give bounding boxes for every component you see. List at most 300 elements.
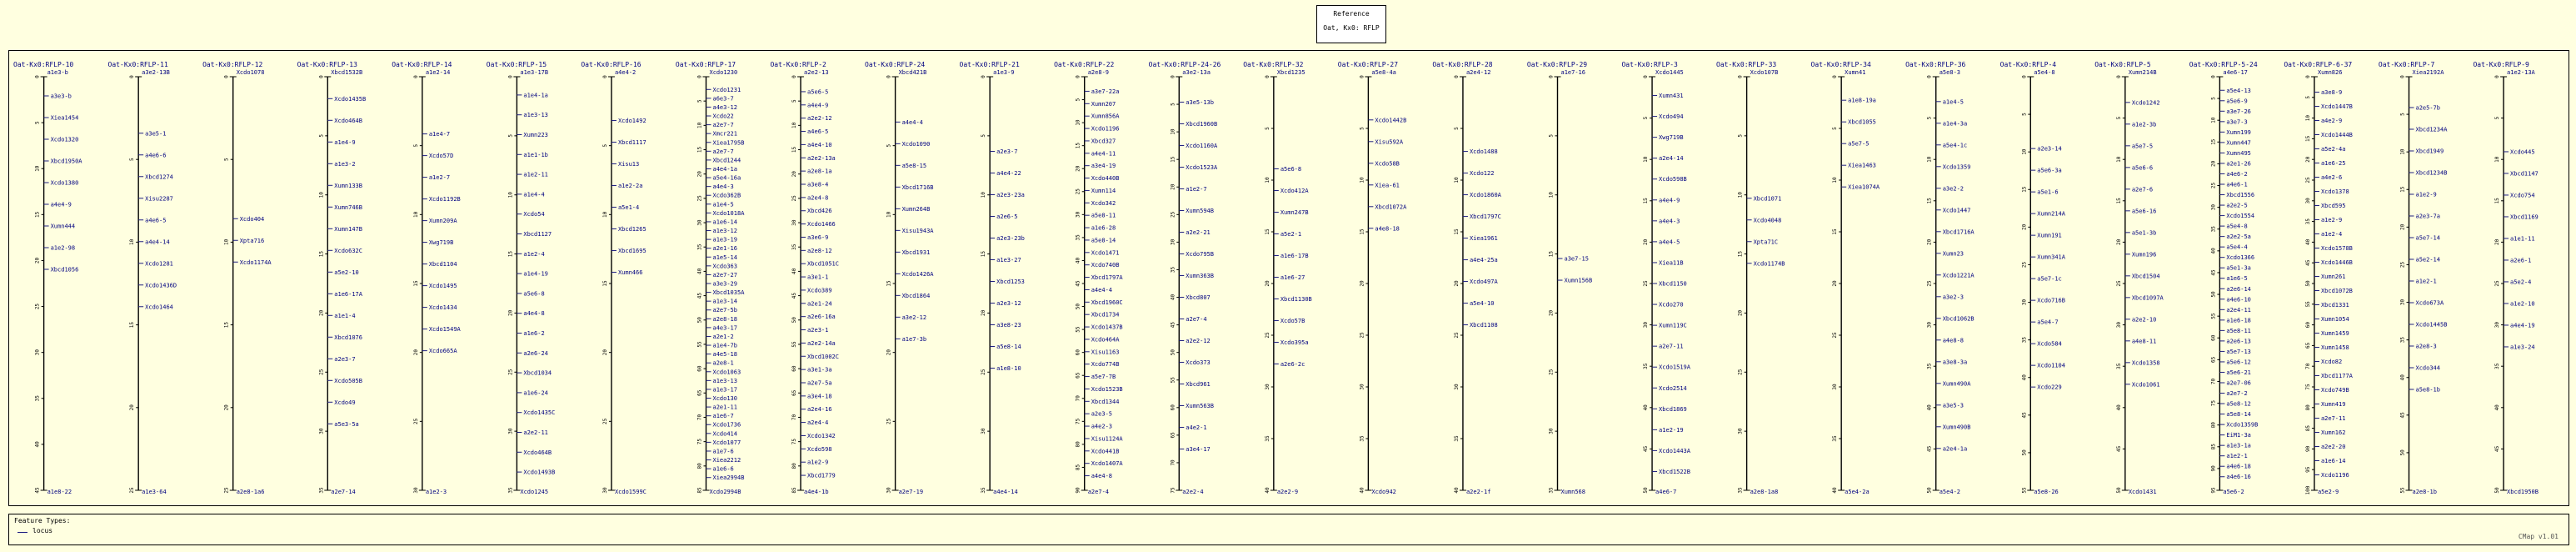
feature-label[interactable]: a1e3-24 [2510,344,2535,351]
feature-label[interactable]: a3e4-17 [1186,445,1211,453]
feature-label[interactable]: a1e6-28 [1091,224,1116,232]
feature-label[interactable]: a1e2-9 [807,459,829,466]
feature-label[interactable]: a5e6-9 [2226,98,2248,105]
feature-label[interactable]: Xbcd1253 [996,279,1025,285]
feature-label[interactable]: a2e4-1a [1942,445,1968,453]
feature-label[interactable]: Xcdo1104 [2037,362,2065,369]
feature-label[interactable]: a5e8-1b [2415,386,2441,394]
feature-label[interactable]: a5e2-1 [1280,230,1302,238]
feature-label[interactable]: a2e4-4 [807,419,829,427]
map-end-marker[interactable]: a1e8-22 [47,489,72,495]
feature-label[interactable]: a5e4-13 [2226,87,2251,94]
feature-label[interactable]: Xcdo1447 [1942,207,1971,214]
map-end-marker[interactable]: a2e8-1a6 [236,489,265,495]
feature-label[interactable]: a3e8-3a [1942,359,1968,366]
feature-label[interactable]: a4e5-18 [712,351,738,359]
feature-label[interactable]: a3e7-15 [1564,255,1590,263]
feature-label[interactable]: a2e4-16 [807,406,832,414]
feature-label[interactable]: Xbcd1130B [1280,295,1312,303]
feature-label[interactable]: a1e6-6 [712,465,734,473]
feature-label[interactable]: a2e2-12 [807,115,832,123]
feature-label[interactable]: Xcdo1342 [807,432,836,439]
feature-label[interactable]: a5e7-5 [2131,143,2154,150]
feature-label[interactable]: Xumn490A [1942,380,1971,388]
feature-label[interactable]: a1e3-17 [712,386,738,394]
map-end-marker[interactable]: Xcdo1245 [520,489,549,495]
feature-label[interactable]: Xumn856A [1091,113,1120,120]
feature-label[interactable]: a2e7-5a [807,379,832,387]
feature-label[interactable]: Xumn114 [1091,187,1116,194]
map-start-marker[interactable]: a4e6-17 [2223,69,2248,76]
feature-label[interactable]: Xcdo389 [807,287,832,294]
feature-label[interactable]: a4e2-6 [2320,174,2343,181]
feature-label[interactable]: a1e1-1b [523,151,548,158]
map-start-marker[interactable]: Xumn41 [1845,69,1866,76]
feature-label[interactable]: Xiea2212 [712,457,741,464]
feature-label[interactable]: Xumn214A [2037,210,2065,218]
feature-label[interactable]: Xbcd1869 [1659,405,1687,413]
feature-label[interactable]: Xbcd1931 [901,248,931,256]
feature-label[interactable]: Xumn156B [1564,277,1593,284]
feature-label[interactable]: Xumn133B [334,182,362,189]
feature-label[interactable]: Xiea1463 [1848,162,1876,169]
map-end-marker[interactable]: a4e4-1b [804,489,829,495]
feature-label[interactable]: a1e3-13 [523,112,548,119]
feature-label[interactable]: a2e6-16a [807,314,836,321]
feature-label[interactable]: a2e3-23b [996,235,1025,242]
feature-label[interactable]: Xcdo1860A [1469,192,1501,199]
feature-label[interactable]: Xbcd1734 [1091,311,1120,319]
feature-label[interactable]: Xbcd1104 [428,261,457,268]
feature-label[interactable]: Xbcd1035A [712,289,745,297]
map-title[interactable]: Oat-Kx0:RFLP-10 [13,61,74,68]
feature-label[interactable]: a5e6-8 [523,290,545,298]
feature-label[interactable]: Xcdo464B [523,449,552,456]
feature-label[interactable]: a1e2-9 [2415,191,2437,198]
feature-label[interactable]: Xbcd1097A [2131,294,2164,302]
map-end-marker[interactable]: a2e8-1a8 [1750,489,1779,495]
map-end-marker[interactable]: Xbcd1950B [2507,489,2539,495]
feature-label[interactable]: a4e4-14 [145,238,170,246]
map-title[interactable]: Oat-Kx0:RFLP-9 [2473,61,2529,68]
feature-label[interactable]: a1e2-4 [2320,231,2343,238]
feature-label[interactable]: a2e4-11 [2226,306,2251,314]
feature-label[interactable]: Xcdo464A [1091,336,1120,344]
feature-label[interactable]: a5e3-5a [334,420,359,428]
map-start-marker[interactable]: a5e8-3 [1939,69,1961,76]
feature-label[interactable]: Xcdo1221A [1942,272,1974,279]
feature-label[interactable]: Xcdo362B [712,192,741,199]
feature-label[interactable]: Xbcd426 [807,208,832,215]
feature-label[interactable]: Xpta716 [239,237,265,244]
feature-label[interactable]: Xcdo57B [1280,317,1305,324]
feature-label[interactable]: a1e4-9 [334,138,356,146]
feature-label[interactable]: Xbcd1716A [1942,228,1974,236]
feature-label[interactable]: Xcdo632C [334,247,362,254]
feature-label[interactable]: a2e5-7b [2415,104,2441,112]
feature-label[interactable]: a2e3-7 [334,355,356,363]
feature-label[interactable]: a2e4-8 [807,194,829,202]
feature-label[interactable]: a2e2-21 [1186,228,1211,236]
map-start-marker[interactable]: Xumn826 [2317,69,2343,76]
feature-label[interactable]: a1e6-7 [712,413,734,420]
feature-label[interactable]: a2e2-13a [807,154,836,162]
feature-label[interactable]: Xcdo1426A [901,270,934,278]
feature-label[interactable]: a4e6-18 [2226,463,2251,470]
feature-label[interactable]: a2e3-7 [996,148,1018,155]
feature-label[interactable]: a2e8-3 [2415,343,2437,350]
feature-label[interactable]: a5e4-7 [2037,319,2059,326]
feature-label[interactable]: Xcdo1320 [50,136,79,143]
map-title[interactable]: Oat-Kx0:RFLP-24 [865,61,926,68]
feature-label[interactable]: Xcdo1447B [2320,103,2353,110]
feature-label[interactable]: a4e2-9 [2320,118,2343,124]
feature-label[interactable]: a5e8-14 [2226,411,2251,419]
feature-label[interactable]: Xcdo774B [1091,361,1120,369]
feature-label[interactable]: a2e7-7 [712,122,734,129]
feature-label[interactable]: a5e8-11 [1091,212,1116,219]
feature-label[interactable]: a1e3-14 [712,298,738,305]
feature-label[interactable]: a2e6-2c [1280,360,1305,368]
map-end-marker[interactable]: a1e3-64 [142,489,167,495]
feature-label[interactable]: Xcdo1380 [50,179,79,187]
feature-label[interactable]: Xbcd1055 [1848,118,1876,126]
feature-label[interactable]: a2e3-23a [996,192,1025,198]
feature-label[interactable]: Xbcd1949 [2415,148,2444,155]
feature-label[interactable]: a5e2-10 [334,268,359,276]
feature-label[interactable]: Xbcd1072B [2320,288,2353,294]
feature-label[interactable]: Xcdo229 [2037,384,2062,391]
map-end-marker[interactable]: a2e8-1b [2412,489,2438,495]
feature-label[interactable]: Xbcd1072A [1375,203,1407,211]
feature-label[interactable]: a5e6-3a [2037,167,2062,174]
feature-label[interactable]: a4e2-1 [1186,424,1207,431]
map-title[interactable]: Oat-Kx0:RFLP-6-37 [2284,61,2353,68]
feature-label[interactable]: Xcdo57D [428,153,454,160]
feature-label[interactable]: Xumn495 [2226,149,2251,157]
map-end-marker[interactable]: a2e7-19 [898,489,924,495]
feature-label[interactable]: Xumn191 [2037,232,2062,239]
feature-label[interactable]: a1e6-17B [1280,252,1309,259]
feature-label[interactable]: a2e4-14 [1659,155,1684,163]
feature-label[interactable]: a4e6-2 [2226,170,2248,178]
feature-label[interactable]: a4e4-3 [712,183,734,191]
feature-label[interactable]: Xbcd1864 [901,292,931,299]
feature-label[interactable]: a4e4-25a [1469,257,1498,264]
feature-label[interactable]: a3e2-12 [901,314,927,321]
feature-label[interactable]: Xbcd1716B [901,183,934,191]
feature-label[interactable]: a2e3-1 [807,327,829,334]
map-start-marker[interactable]: Xumn214B [2128,69,2157,76]
feature-label[interactable]: a4e4-9 [1659,197,1680,204]
feature-label[interactable]: Xbcd1076 [334,334,362,341]
feature-label[interactable]: a1e6-17A [334,290,362,298]
feature-label[interactable]: Xbcd1234B [2415,169,2448,177]
feature-label[interactable]: Xbcd1002C [807,353,839,360]
feature-label[interactable]: a6e3-7 [712,95,734,103]
feature-label[interactable]: a4e4-3 [1659,218,1680,225]
feature-label[interactable]: a1e6-25 [2320,160,2346,167]
feature-label[interactable]: a2e7-11 [2320,415,2346,422]
feature-label[interactable]: Xcdo1174A [239,258,272,266]
feature-label[interactable]: Xcdo363 [712,263,738,270]
feature-label[interactable]: a3e3-29 [712,280,738,288]
feature-label[interactable]: a3e3-b [50,93,72,100]
feature-label[interactable]: Xwg719B [1659,134,1684,142]
feature-label[interactable]: Xcdo749B [2320,387,2349,394]
feature-label[interactable]: a4e2-3 [1091,423,1113,430]
feature-label[interactable]: a2e7-5b [712,307,738,314]
feature-label[interactable]: a2e6-14 [2226,285,2251,293]
feature-label[interactable]: a5e7-1c [2037,275,2062,283]
feature-label[interactable]: a4e4-4 [901,118,923,126]
feature-label[interactable]: Xcdo1192B [428,196,461,203]
feature-label[interactable]: a5e1-4 [617,203,640,211]
feature-label[interactable]: Xisu592A [1375,138,1404,146]
feature-label[interactable]: Xumn431 [1659,93,1684,100]
feature-label[interactable]: Xcdo342 [1091,199,1116,207]
feature-label[interactable]: a1e6-24 [523,389,548,397]
map-title[interactable]: Oat-Kx0:RFLP-3 [1621,61,1678,68]
feature-label[interactable]: a2e8-12 [807,247,832,254]
feature-label[interactable]: Xcdo1358 [2131,359,2160,367]
feature-label[interactable]: Xcdo1407A [1091,460,1123,468]
feature-label[interactable]: a1e6-27 [1280,273,1305,281]
feature-label[interactable]: a4e4-11 [1091,150,1116,158]
feature-label[interactable]: Xcdo58B [1375,160,1400,168]
feature-label[interactable]: a4e6-5 [145,217,167,224]
feature-label[interactable]: Xbcd1504 [2131,273,2160,280]
feature-label[interactable]: Xbcd1147 [2510,170,2539,178]
feature-label[interactable]: Xcdo1445B [2415,321,2448,329]
feature-label[interactable]: a1e4-7b [712,342,738,349]
feature-label[interactable]: a5e6-21 [2226,369,2251,376]
feature-label[interactable]: Xcdo445 [2510,148,2535,156]
feature-label[interactable]: a3e7-22a [1091,88,1120,95]
feature-label[interactable]: Xcdo440B [1091,175,1120,183]
map-start-marker[interactable]: a3e2-13B [142,69,170,76]
feature-label[interactable]: Xumn207 [1091,100,1116,108]
feature-label[interactable]: a2e7-2 [2226,390,2248,398]
feature-label[interactable]: Xcdo1018A [712,209,745,217]
feature-label[interactable]: Xisu1943A [901,227,934,234]
feature-label[interactable]: Xcdo505B [334,377,362,384]
feature-label[interactable]: a1e2-19 [1659,426,1684,434]
map-start-marker[interactable]: a2e2-13 [804,69,829,76]
feature-label[interactable]: Xcdo1359 [1942,163,1971,171]
feature-label[interactable]: a2e2-10 [2131,316,2157,324]
feature-label[interactable]: a1e3-13 [712,377,738,384]
feature-label[interactable]: a2e7-4 [1186,315,1207,323]
feature-label[interactable]: a1e2-2a [617,182,643,189]
feature-label[interactable]: Xbcd1056 [50,266,79,273]
map-start-marker[interactable]: a2e4-12 [1465,69,1491,76]
feature-label[interactable]: Xcdo1196 [1091,125,1120,133]
feature-label[interactable]: a1e4-5 [1942,98,1964,106]
map-title[interactable]: Oat-Kx0:RFLP-27 [1337,61,1399,68]
feature-label[interactable]: a5e1-3a [2226,264,2251,272]
map-start-marker[interactable]: Xiea2192A [2412,69,2444,76]
feature-label[interactable]: a4e4-9 [807,102,829,109]
feature-label[interactable]: Xcdo4048 [1753,217,1782,224]
feature-label[interactable]: a4e3-17 [712,324,738,332]
feature-label[interactable]: Xbcd1062B [1942,315,1974,323]
feature-label[interactable]: a4e8-8 [1942,337,1964,344]
feature-label[interactable]: a5e8-11 [2226,327,2251,334]
feature-label[interactable]: Xcdo1554 [2226,213,2255,220]
feature-label[interactable]: Xcdo1442B [1375,117,1407,124]
feature-label[interactable]: a1e3-1a [2226,442,2251,449]
feature-label[interactable]: a1e2-7 [428,174,451,182]
feature-label[interactable]: Xcdo497A [1469,279,1498,286]
feature-label[interactable]: a2e2-11 [523,429,548,436]
map-start-marker[interactable]: a1e3-9 [993,69,1015,76]
feature-label[interactable]: a5e4-4 [2226,243,2248,251]
feature-label[interactable]: a1e1-11 [2510,235,2535,243]
feature-label[interactable]: a1e4-5 [712,201,734,208]
feature-label[interactable]: a1e2-7 [1186,185,1207,193]
map-end-marker[interactable]: a5e4-2a [1845,489,1870,495]
feature-label[interactable]: Xbcd1331 [2320,302,2349,309]
feature-label[interactable]: a3e1-1 [807,273,829,281]
feature-label[interactable]: Xcdo395a [1280,339,1309,346]
feature-label[interactable]: a5e8-15 [901,162,927,169]
feature-label[interactable]: Xumn444 [50,223,76,230]
feature-label[interactable]: Xumn199 [2226,128,2251,136]
feature-label[interactable]: Xcdo1063 [712,369,741,376]
feature-label[interactable]: a3e8-9 [2320,89,2343,96]
feature-label[interactable]: Xumn1054 [2320,316,2349,323]
feature-label[interactable]: a4e3-12 [712,103,738,111]
feature-label[interactable]: a5e8-12 [2226,400,2251,408]
feature-label[interactable]: Xbcd1034 [523,369,552,377]
feature-label[interactable]: a1e3-27 [996,257,1021,263]
feature-label[interactable]: Xcdo22 [712,113,734,120]
feature-label[interactable]: Xumn264B [901,205,931,213]
feature-label[interactable]: Xcdo1471 [1091,249,1120,257]
feature-label[interactable]: Xisu13 [617,160,640,168]
feature-label[interactable]: a5e8-14 [1091,237,1116,244]
feature-label[interactable]: a1e6-2 [523,330,545,337]
map-title[interactable]: Oat-Kx0:RFLP-33 [1716,61,1777,68]
feature-label[interactable]: Xumn563B [1186,402,1214,409]
map-start-marker[interactable]: Xcdo1078 [236,69,265,76]
map-title[interactable]: Oat-Kx0:RFLP-12 [202,61,263,68]
feature-label[interactable]: Xbcd1117 [617,138,646,146]
feature-label[interactable]: a1e6-18 [2226,317,2251,324]
feature-label[interactable]: a2e3-12 [996,300,1021,307]
map-end-marker[interactable]: Xcdo942 [1371,489,1396,495]
feature-label[interactable]: a1e3-19 [712,236,738,243]
feature-label[interactable]: a4e4-19 [2510,322,2535,329]
feature-label[interactable]: Xbcd1344 [1091,398,1120,405]
feature-label[interactable]: a1e2-3b [2131,121,2157,128]
feature-label[interactable]: Xumn1459 [2320,330,2349,337]
feature-label[interactable]: a1e2-1 [2415,278,2437,285]
feature-label[interactable]: a1e3-12 [712,228,738,235]
feature-label[interactable]: a2e2-5a [2226,233,2251,241]
feature-label[interactable]: Xbcd1960C [1091,299,1123,306]
map-title[interactable]: Oat-Kx0:RFLP-22 [1054,61,1115,68]
feature-label[interactable]: a1e6-14 [712,218,738,226]
feature-label[interactable]: Xcdo494 [1659,113,1684,121]
feature-label[interactable]: a2e1-26 [2226,160,2251,168]
feature-label[interactable]: a5e4-1c [1942,142,1968,149]
feature-label[interactable]: Xcdo414 [712,430,738,438]
map-end-marker[interactable]: Xumn568 [1560,489,1586,495]
feature-label[interactable]: a4e6-1 [2226,181,2248,188]
feature-label[interactable]: a2e7-27 [712,271,738,279]
feature-label[interactable]: Xcdo1196 [2320,472,2349,479]
feature-label[interactable]: a4e6-16 [2226,474,2251,481]
feature-label[interactable]: Xbcd327 [1091,138,1116,145]
feature-label[interactable]: a1e8-19a [1848,97,1876,104]
feature-label[interactable]: Xcdo1549A [428,326,461,334]
feature-label[interactable]: a4e4-8 [523,310,545,318]
feature-label[interactable]: Xcdo130 [712,395,738,403]
feature-label[interactable]: Xbcd1950A [50,158,82,165]
feature-label[interactable]: Xcdo441B [1091,448,1120,455]
feature-label[interactable]: a1e8-10 [996,365,1021,372]
map-title[interactable]: Oat-Kx0:RFLP-4 [1999,61,2057,68]
feature-label[interactable]: Xumn341A [2037,253,2065,261]
feature-label[interactable]: a2e3-14 [2037,145,2062,153]
map-start-marker[interactable]: a1e2-14 [425,69,451,76]
feature-label[interactable]: Xcdo1366 [2226,254,2255,262]
feature-label[interactable]: a3e4-18 [807,393,832,400]
feature-label[interactable]: Xiea1074A [1848,183,1880,191]
feature-label[interactable]: EiM1-3a [2226,432,2251,439]
map-end-marker[interactable]: a4e6-7 [1655,489,1677,495]
feature-label[interactable]: Xumn419 [2320,401,2346,408]
feature-label[interactable]: Xbcd595 [2320,203,2346,209]
feature-label[interactable]: a5e6-6 [2131,164,2154,172]
feature-label[interactable]: a1e4-1a [523,92,548,99]
map-end-marker[interactable]: a2e2-4 [1182,489,1204,495]
feature-label[interactable]: a2e7-6 [2131,186,2154,193]
feature-label[interactable]: a2e1-16 [712,245,738,253]
feature-label[interactable]: a5e2-14 [2415,256,2441,263]
feature-label[interactable]: a4e4-5 [1659,238,1680,246]
feature-label[interactable]: Xcdo1281 [145,260,173,268]
feature-label[interactable]: Xisu1124A [1091,435,1123,443]
feature-label[interactable]: Xbcd1071 [1753,195,1782,203]
feature-label[interactable]: a4e6-5 [807,128,829,136]
feature-label[interactable]: a1e2-98 [50,244,76,252]
feature-label[interactable]: Xiea11B [1659,259,1684,267]
map-end-marker[interactable]: a5e8-26 [2034,489,2059,495]
feature-label[interactable]: Xcdo1434 [428,304,457,312]
feature-label[interactable]: Xumn363B [1186,272,1214,279]
feature-label[interactable]: Xbcd1177A [2320,373,2353,379]
feature-label[interactable]: Xcdo716B [2037,297,2065,304]
feature-label[interactable]: Xisu2287 [145,195,173,203]
feature-label[interactable]: a2e2-12 [1186,337,1211,344]
feature-label[interactable]: Xcdo1077 [712,439,741,446]
feature-label[interactable]: a2e7-11 [1659,343,1684,350]
feature-label[interactable]: Xiea2994B [712,474,745,482]
feature-label[interactable]: Xcdo49 [334,399,356,406]
map-start-marker[interactable]: Xbcd421B [898,69,927,76]
feature-label[interactable]: a4e4-8 [1091,473,1113,480]
feature-label[interactable]: a1e2-1 [2226,453,2248,460]
map-end-marker[interactable]: a5e2-9 [2317,489,2339,495]
map-start-marker[interactable]: a1e2-13A [2507,69,2535,76]
map-end-marker[interactable]: a1e2-3 [425,489,447,495]
feature-label[interactable]: Xcdo344 [2415,364,2441,372]
feature-label[interactable]: Xcdo1444B [2320,132,2353,138]
feature-label[interactable]: a5e8-14 [996,344,1021,350]
